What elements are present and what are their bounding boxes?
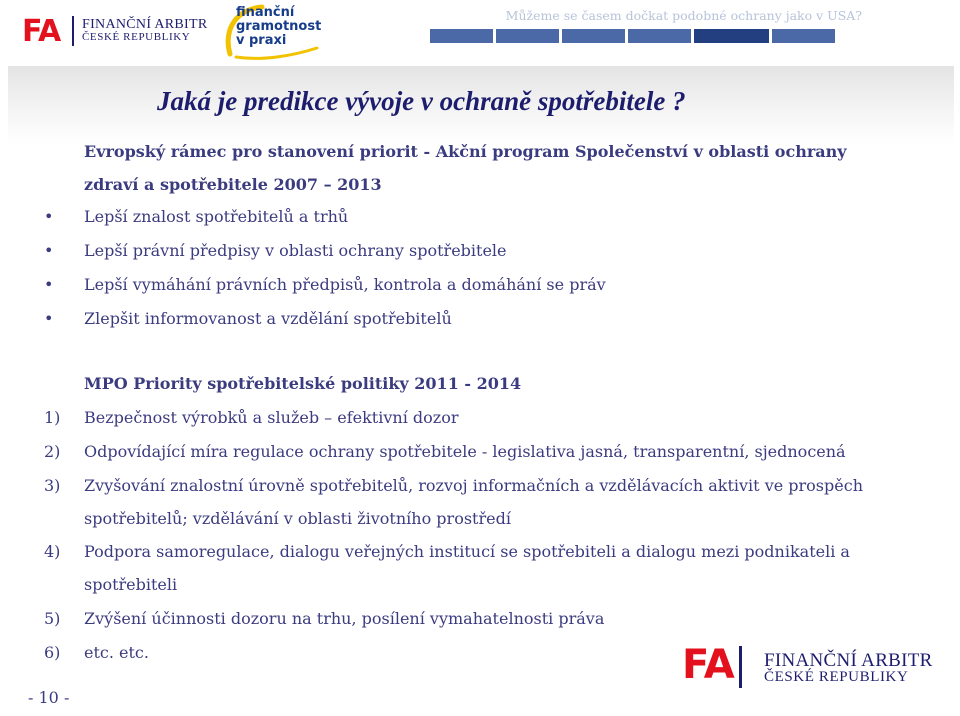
header: [0, 0, 960, 62]
logo-divider: [72, 16, 74, 46]
footer-fa-logo-line1: FINANČNÍ ARBITR: [764, 650, 933, 671]
bullet-icon: •: [44, 309, 54, 328]
footer-fa-logo-mark: FA: [682, 642, 734, 688]
list-item-5: Zvýšení účinnosti dozoru na trhu, posílení vymahatelnosti práva: [84, 609, 605, 628]
slide-title: Jaká je predikce vývoje v ochraně spotřebitele ?: [157, 86, 686, 116]
fg-logo-line3: v praxi: [236, 33, 287, 48]
bullet-icon: •: [44, 241, 54, 260]
header-tagline: Můžeme se časem dočkat podobné ochrany jako v USA?: [505, 8, 862, 23]
nav-segment-2[interactable]: [496, 29, 559, 43]
nav-segment-5-active[interactable]: [694, 29, 769, 43]
list-item-number: 4): [44, 542, 61, 561]
fa-logo-line2: ČESKÉ REPUBLIKY: [82, 31, 191, 43]
fa-logo-mark: FA: [22, 14, 61, 49]
section1-bullet-3: Lepší vymáhání právních předpisů, kontrola a domáhání se práv: [84, 275, 606, 294]
fa-logo-text: [82, 19, 207, 43]
footer-logo-divider: [739, 646, 742, 688]
section1-heading-line2: zdraví a spotřebitele 2007 – 2013: [84, 175, 382, 194]
list-item-3-line2: spotřebitelů; vzdělávání v oblasti životního prostředí: [84, 509, 511, 528]
fg-logo-line2: gramotnost: [236, 19, 322, 34]
nav-segment-6[interactable]: [772, 29, 835, 43]
section1-heading-line1: Evropský rámec pro stanovení priorit - Akční program Společenství v oblasti ochrany: [84, 142, 847, 161]
fa-logo-line1: FINANČNÍ ARBITR: [82, 17, 208, 32]
section2-heading: MPO Priority spotřebitelské politiky 2011 - 2014: [84, 374, 522, 393]
list-item-number: 1): [44, 408, 61, 427]
list-item-number: 5): [44, 609, 61, 628]
list-item-1: Bezpečnost výrobků a služeb – efektivní dozor: [84, 408, 459, 427]
fg-logo-line1: finanční: [236, 5, 295, 20]
list-item-3-line1: Zvyšování znalostní úrovně spotřebitelů, rozvoj informačních a vzdělávacích aktivit ve prospěch: [84, 476, 863, 495]
list-item-4-line2: spotřebiteli: [84, 575, 178, 594]
bullet-icon: •: [44, 207, 54, 226]
fg-logo-text: [236, 6, 321, 48]
financni-gramotnost-logo[interactable]: [222, 4, 334, 60]
section1-bullet-1: Lepší znalost spotřebitelů a trhů: [84, 207, 349, 226]
bullet-icon: •: [44, 275, 54, 294]
section1-bullet-4: Zlepšit informovanost a vzdělání spotřebitelů: [84, 309, 452, 328]
nav-segment-1[interactable]: [430, 29, 493, 43]
header-nav-bar: [430, 29, 835, 43]
list-item-number: 2): [44, 442, 61, 461]
list-item-2: Odpovídající míra regulace ochrany spotřebitele - legislativa jasná, transparentní, sjednocená: [84, 442, 846, 461]
page-number: - 10 -: [28, 688, 70, 707]
list-item-number: 6): [44, 643, 61, 662]
list-item-number: 3): [44, 476, 61, 495]
footer-fa-logo-line2: ČESKÉ REPUBLIKY: [764, 669, 909, 685]
section1-bullet-2: Lepší právní předpisy v oblasti ochrany spotřebitele: [84, 241, 507, 260]
list-item-4-line1: Podpora samoregulace, dialogu veřejných institucí se spotřebiteli a dialogu mezi podnikateli a: [84, 542, 850, 561]
nav-segment-4[interactable]: [628, 29, 691, 43]
footer-fa-logo-text: [764, 652, 933, 686]
nav-segment-3[interactable]: [562, 29, 625, 43]
list-item-6: etc. etc.: [84, 643, 149, 662]
